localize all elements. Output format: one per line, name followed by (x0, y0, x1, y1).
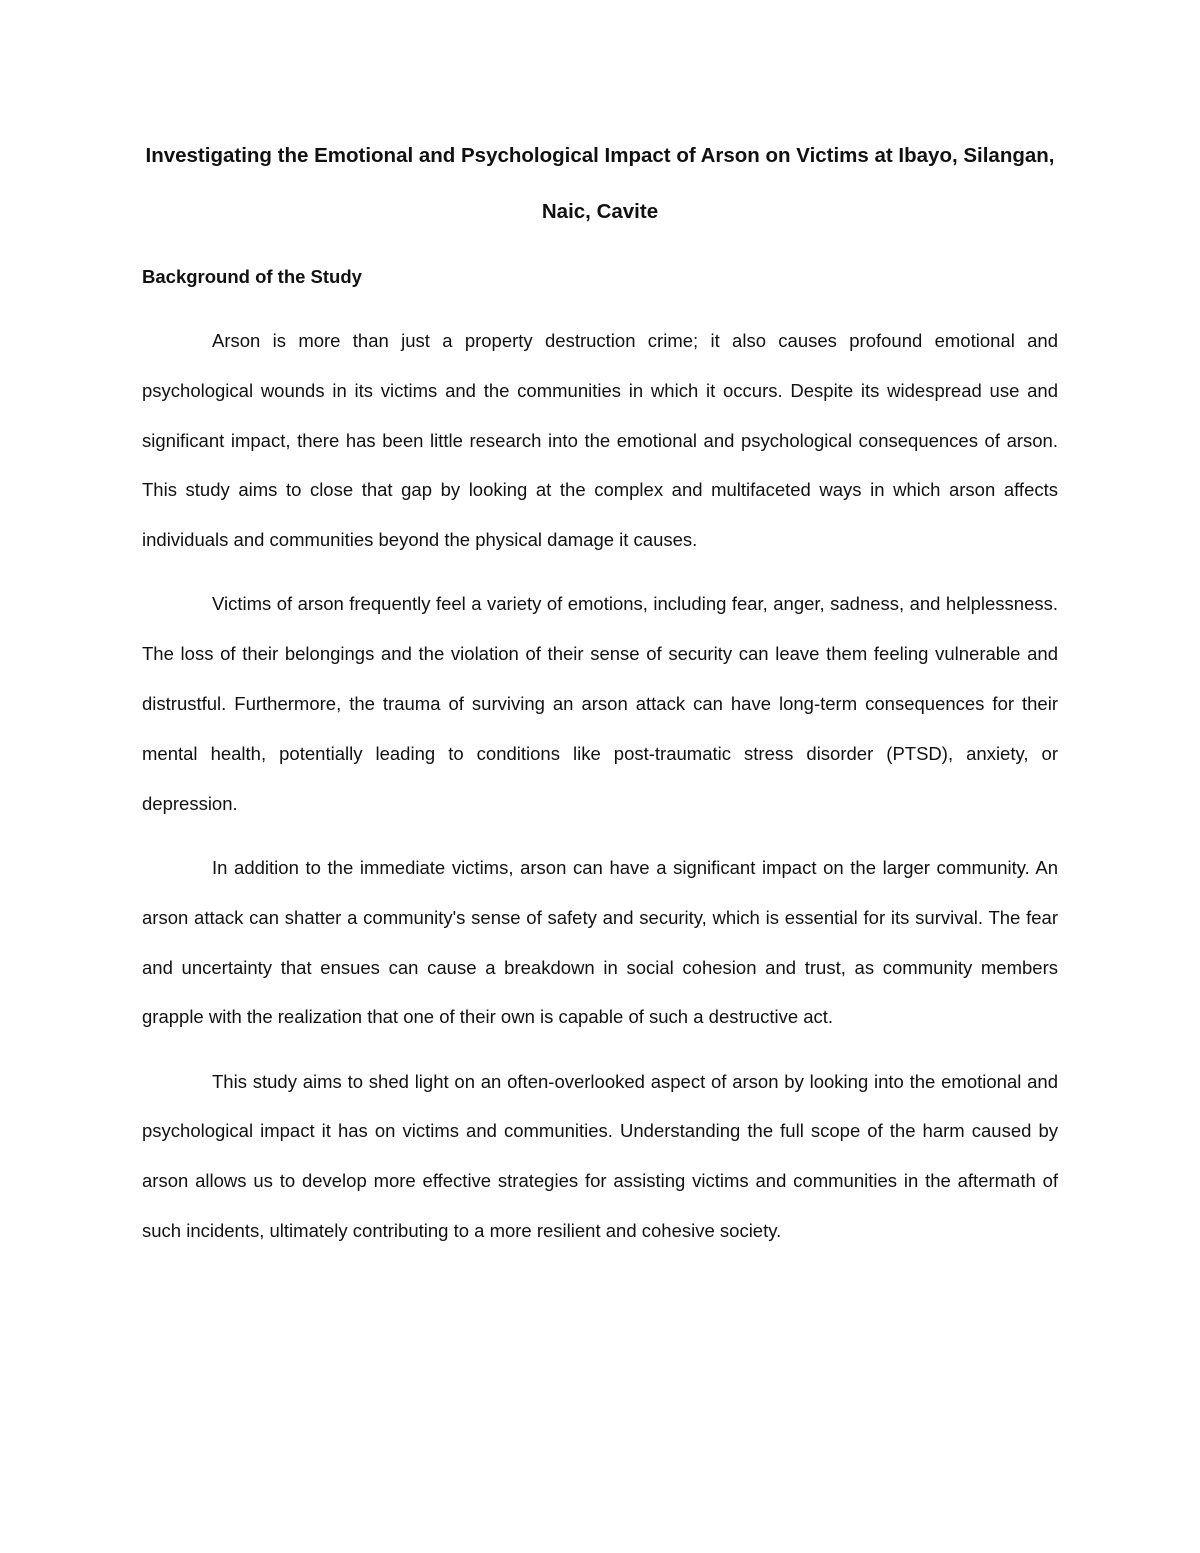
document-title: Investigating the Emotional and Psychological Impact of Arson on Victims at Ibayo, Silangan, Naic, Cavite (145, 144, 1055, 223)
section-heading: Background of the Study (142, 266, 362, 287)
body-paragraph-3: In addition to the immediate victims, arson can have a significant impact on the larger community. An arson attack can shatter a community's sense of safety and security, which is essential for its survival. The fear and uncertainty that ensues can cause a breakdown in social cohesion and trust, as community members grapple with the realization that one of their own is capable of such a destructive act. (142, 856, 1058, 1028)
body-paragraph-2: Victims of arson frequently feel a variety of emotions, including fear, anger, sadness, and helplessness. The loss of their belongings and the violation of their sense of security can leave them feeling vulnerable and distrustful. Furthermore, the trauma of surviving an arson attack can have long-term consequences for their mental health, potentially leading to conditions like post-traumatic stress disorder (PTSD), anxiety, or depression. (142, 593, 1058, 814)
body-paragraph-1: Arson is more than just a property destruction crime; it also causes profound emotional and psychological wounds in its victims and the communities in which it occurs. Despite its widespread use and significant impact, there has been little research into the emotional and psychological consequences of arson. This study aims to close that gap by looking at the complex and multifaceted ways in which arson affects individuals and communities beyond the physical damage it causes. (142, 330, 1058, 551)
body-paragraph-4: This study aims to shed light on an often-overlooked aspect of arson by looking into the emotional and psychological impact it has on victims and communities. Understanding the full scope of the harm caused by arson allows us to develop more effective strategies for assisting victims and communities in the aftermath of such incidents, ultimately contributing to a more resilient and cohesive society. (142, 1070, 1058, 1242)
document-page (142, 128, 1058, 1256)
